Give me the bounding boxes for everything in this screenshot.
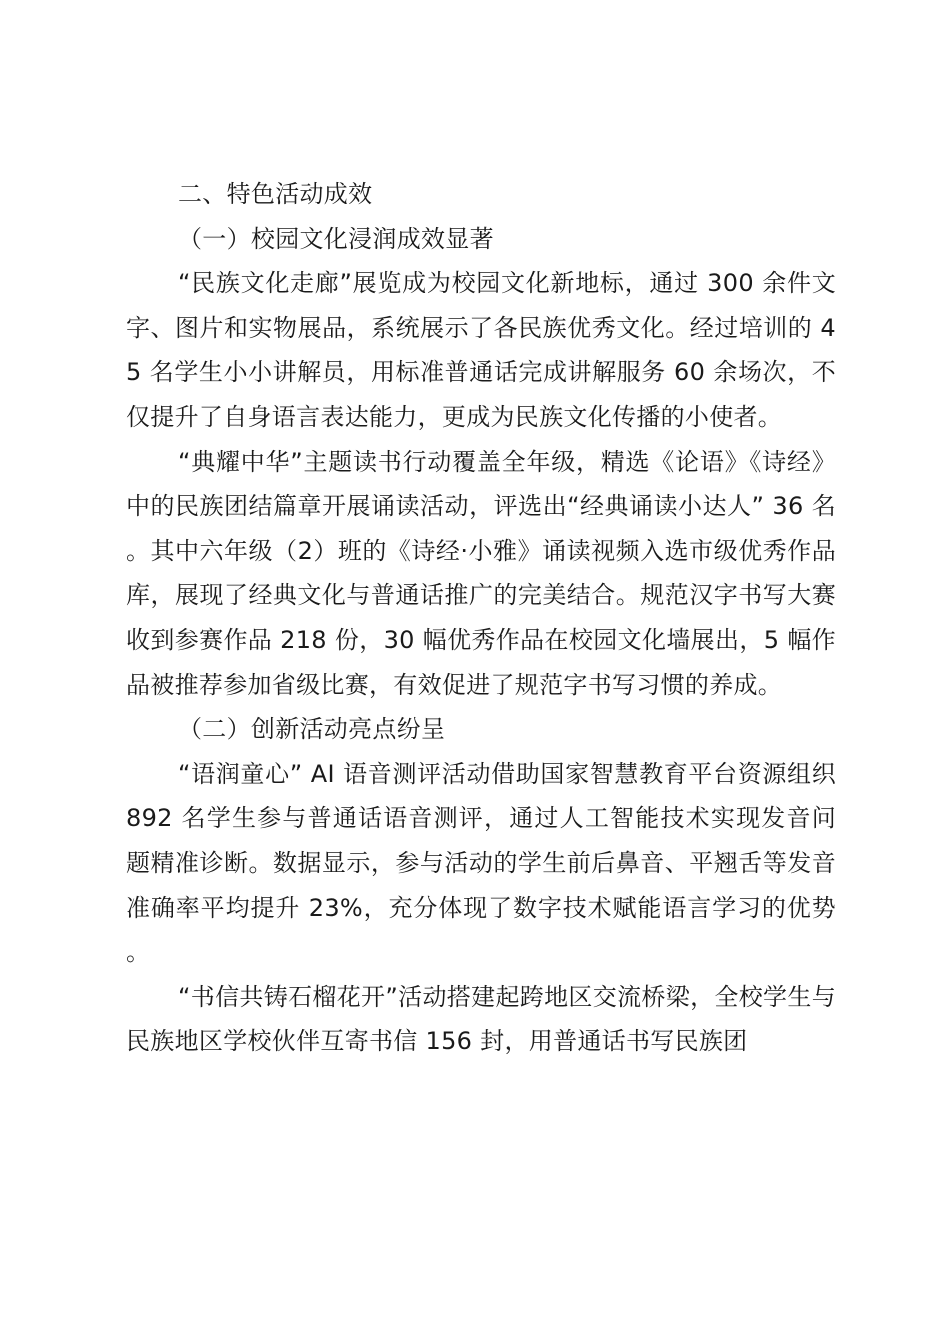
subsection-heading: （二）创新活动亮点纷呈	[178, 715, 446, 744]
subsection-heading: （一）校园文化浸润成效显著	[178, 224, 494, 253]
body-paragraph: “民族文化走廊”展览成为校园文化新地标，通过 300 余件文字、图片和实物展品，系统展示了各民族优秀文化。经过培训的 45 名学生小小讲解员，用标准普通话完成讲解服务 60 余场次，不仅提升了自身语言表达能力，更成为民族文化传播的小使者。	[126, 269, 836, 431]
document-body	[126, 172, 836, 1064]
body-paragraph: “语润童心” AI 语音测评活动借助国家智慧教育平台资源组织 892 名学生参与普通话语音测评，通过人工智能技术实现发音问题精准诊断。数据显示，参与活动的学生前后鼻音、平翘舌等发音准确率平均提升 23%，充分体现了数字技术赋能语言学习的优势。	[126, 759, 836, 967]
body-paragraph: “典耀中华”主题读书行动覆盖全年级，精选《论语》《诗经》中的民族团结篇章开展诵读活动，评选出“经典诵读小达人” 36 名。其中六年级（2）班的《诗经·小雅》诵读视频入选市级优秀作品库，展现了经典文化与普通话推广的完美结合。规范汉字书写大赛收到参赛作品 218 份，30 幅优秀作品在校园文化墙展出，5 幅作品被推荐参加省级比赛，有效促进了规范字书写习惯的养成。	[126, 447, 836, 699]
body-paragraph: “书信共铸石榴花开”活动搭建起跨地区交流桥梁，全校学生与民族地区学校伙伴互寄书信 156 封，用普通话书写民族团	[126, 982, 836, 1056]
section-heading: 二、特色活动成效	[178, 180, 373, 208]
